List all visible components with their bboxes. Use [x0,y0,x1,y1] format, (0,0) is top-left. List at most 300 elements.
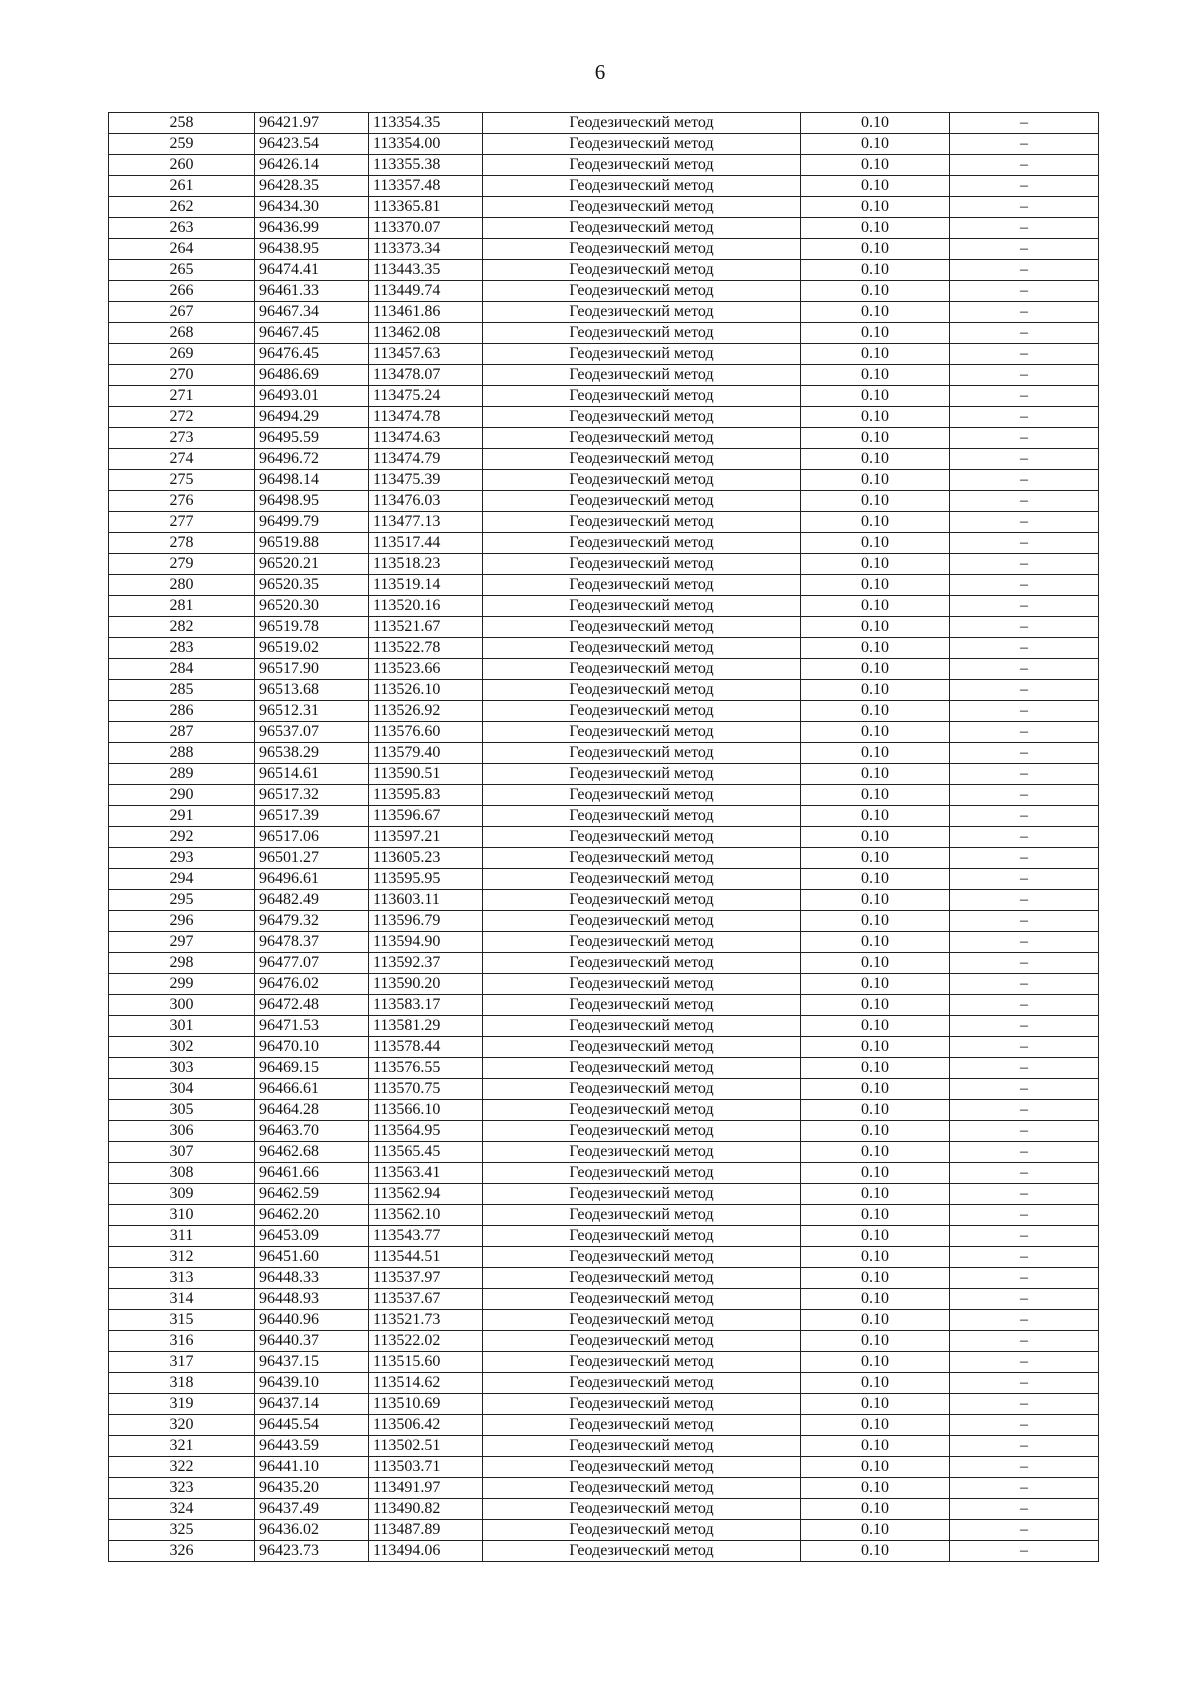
method-cell: Геодезический метод [483,470,801,491]
x-coordinate-cell: 96471.53 [255,1016,369,1037]
method-cell: Геодезический метод [483,512,801,533]
point-number-cell: 294 [109,869,255,890]
accuracy-cell: 0.10 [801,407,950,428]
point-number-cell: 323 [109,1478,255,1499]
y-coordinate-cell: 113581.29 [369,1016,483,1037]
point-number-cell: 310 [109,1205,255,1226]
method-cell: Геодезический метод [483,407,801,428]
point-number-cell: 275 [109,470,255,491]
method-cell: Геодезический метод [483,953,801,974]
note-cell: – [950,995,1099,1016]
accuracy-cell: 0.10 [801,764,950,785]
method-cell: Геодезический метод [483,680,801,701]
point-number-cell: 259 [109,134,255,155]
x-coordinate-cell: 96479.32 [255,911,369,932]
table-row [109,1163,1099,1184]
table-row [109,890,1099,911]
accuracy-cell: 0.10 [801,848,950,869]
y-coordinate-cell: 113576.60 [369,722,483,743]
y-coordinate-cell: 113566.10 [369,1100,483,1121]
accuracy-cell: 0.10 [801,428,950,449]
x-coordinate-cell: 96537.07 [255,722,369,743]
accuracy-cell: 0.10 [801,1478,950,1499]
note-cell: – [950,1247,1099,1268]
y-coordinate-cell: 113355.38 [369,155,483,176]
point-number-cell: 271 [109,386,255,407]
accuracy-cell: 0.10 [801,1268,950,1289]
note-cell: – [950,722,1099,743]
point-number-cell: 305 [109,1100,255,1121]
accuracy-cell: 0.10 [801,659,950,680]
note-cell: – [950,1226,1099,1247]
point-number-cell: 304 [109,1079,255,1100]
table-row [109,134,1099,155]
accuracy-cell: 0.10 [801,470,950,491]
y-coordinate-cell: 113595.83 [369,785,483,806]
note-cell: – [950,1541,1099,1562]
x-coordinate-cell: 96467.45 [255,323,369,344]
table-row [109,428,1099,449]
accuracy-cell: 0.10 [801,953,950,974]
note-cell: – [950,407,1099,428]
x-coordinate-cell: 96519.78 [255,617,369,638]
accuracy-cell: 0.10 [801,911,950,932]
point-number-cell: 290 [109,785,255,806]
point-number-cell: 324 [109,1499,255,1520]
x-coordinate-cell: 96513.68 [255,680,369,701]
accuracy-cell: 0.10 [801,1331,950,1352]
y-coordinate-cell: 113563.41 [369,1163,483,1184]
point-number-cell: 325 [109,1520,255,1541]
y-coordinate-cell: 113595.95 [369,869,483,890]
method-cell: Геодезический метод [483,1247,801,1268]
note-cell: – [950,491,1099,512]
table-row [109,869,1099,890]
point-number-cell: 280 [109,575,255,596]
y-coordinate-cell: 113526.10 [369,680,483,701]
note-cell: – [950,1163,1099,1184]
note-cell: – [950,785,1099,806]
method-cell: Геодезический метод [483,344,801,365]
note-cell: – [950,1205,1099,1226]
y-coordinate-cell: 113457.63 [369,344,483,365]
note-cell: – [950,365,1099,386]
note-cell: – [950,134,1099,155]
note-cell: – [950,281,1099,302]
accuracy-cell: 0.10 [801,806,950,827]
x-coordinate-cell: 96501.27 [255,848,369,869]
accuracy-cell: 0.10 [801,617,950,638]
table-row [109,848,1099,869]
x-coordinate-cell: 96469.15 [255,1058,369,1079]
accuracy-cell: 0.10 [801,239,950,260]
y-coordinate-cell: 113570.75 [369,1079,483,1100]
table-row [109,1373,1099,1394]
y-coordinate-cell: 113370.07 [369,218,483,239]
x-coordinate-cell: 96476.02 [255,974,369,995]
y-coordinate-cell: 113490.82 [369,1499,483,1520]
x-coordinate-cell: 96466.61 [255,1079,369,1100]
table-row [109,1499,1099,1520]
point-number-cell: 266 [109,281,255,302]
y-coordinate-cell: 113596.79 [369,911,483,932]
method-cell: Геодезический метод [483,323,801,344]
method-cell: Геодезический метод [483,1268,801,1289]
point-number-cell: 300 [109,995,255,1016]
point-number-cell: 309 [109,1184,255,1205]
y-coordinate-cell: 113578.44 [369,1037,483,1058]
method-cell: Геодезический метод [483,1142,801,1163]
point-number-cell: 293 [109,848,255,869]
accuracy-cell: 0.10 [801,1541,950,1562]
y-coordinate-cell: 113521.67 [369,617,483,638]
y-coordinate-cell: 113583.17 [369,995,483,1016]
y-coordinate-cell: 113537.67 [369,1289,483,1310]
note-cell: – [950,218,1099,239]
table-row [109,176,1099,197]
x-coordinate-cell: 96476.45 [255,344,369,365]
accuracy-cell: 0.10 [801,827,950,848]
note-cell: – [950,932,1099,953]
x-coordinate-cell: 96496.72 [255,449,369,470]
note-cell: – [950,953,1099,974]
x-coordinate-cell: 96437.15 [255,1352,369,1373]
x-coordinate-cell: 96498.95 [255,491,369,512]
point-number-cell: 288 [109,743,255,764]
accuracy-cell: 0.10 [801,134,950,155]
method-cell: Геодезический метод [483,1478,801,1499]
x-coordinate-cell: 96423.73 [255,1541,369,1562]
method-cell: Геодезический метод [483,449,801,470]
y-coordinate-cell: 113576.55 [369,1058,483,1079]
x-coordinate-cell: 96470.10 [255,1037,369,1058]
table-row [109,722,1099,743]
method-cell: Геодезический метод [483,197,801,218]
method-cell: Геодезический метод [483,890,801,911]
y-coordinate-cell: 113477.13 [369,512,483,533]
note-cell: – [950,1478,1099,1499]
x-coordinate-cell: 96461.33 [255,281,369,302]
note-cell: – [950,1394,1099,1415]
y-coordinate-cell: 113521.73 [369,1310,483,1331]
x-coordinate-cell: 96519.88 [255,533,369,554]
note-cell: – [950,470,1099,491]
note-cell: – [950,449,1099,470]
y-coordinate-cell: 113476.03 [369,491,483,512]
method-cell: Геодезический метод [483,1289,801,1310]
table-row [109,407,1099,428]
table-row [109,449,1099,470]
accuracy-cell: 0.10 [801,1100,950,1121]
table-row [109,323,1099,344]
x-coordinate-cell: 96439.10 [255,1373,369,1394]
note-cell: – [950,1415,1099,1436]
accuracy-cell: 0.10 [801,680,950,701]
accuracy-cell: 0.10 [801,1037,950,1058]
table-row [109,785,1099,806]
x-coordinate-cell: 96499.79 [255,512,369,533]
method-cell: Геодезический метод [483,134,801,155]
method-cell: Геодезический метод [483,869,801,890]
y-coordinate-cell: 113373.34 [369,239,483,260]
accuracy-cell: 0.10 [801,1520,950,1541]
point-number-cell: 263 [109,218,255,239]
y-coordinate-cell: 113519.14 [369,575,483,596]
table-row [109,596,1099,617]
x-coordinate-cell: 96437.49 [255,1499,369,1520]
x-coordinate-cell: 96538.29 [255,743,369,764]
table-row [109,1331,1099,1352]
accuracy-cell: 0.10 [801,743,950,764]
method-cell: Геодезический метод [483,1310,801,1331]
point-number-cell: 283 [109,638,255,659]
accuracy-cell: 0.10 [801,1310,950,1331]
method-cell: Геодезический метод [483,1100,801,1121]
y-coordinate-cell: 113461.86 [369,302,483,323]
y-coordinate-cell: 113544.51 [369,1247,483,1268]
y-coordinate-cell: 113365.81 [369,197,483,218]
method-cell: Геодезический метод [483,764,801,785]
note-cell: – [950,323,1099,344]
method-cell: Геодезический метод [483,575,801,596]
method-cell: Геодезический метод [483,1058,801,1079]
x-coordinate-cell: 96423.54 [255,134,369,155]
point-number-cell: 289 [109,764,255,785]
x-coordinate-cell: 96443.59 [255,1436,369,1457]
point-number-cell: 295 [109,890,255,911]
note-cell: – [950,869,1099,890]
accuracy-cell: 0.10 [801,1436,950,1457]
x-coordinate-cell: 96462.20 [255,1205,369,1226]
x-coordinate-cell: 96421.97 [255,113,369,134]
method-cell: Геодезический метод [483,743,801,764]
point-number-cell: 321 [109,1436,255,1457]
table-row [109,1436,1099,1457]
point-number-cell: 301 [109,1016,255,1037]
accuracy-cell: 0.10 [801,386,950,407]
method-cell: Геодезический метод [483,554,801,575]
point-number-cell: 273 [109,428,255,449]
table-row [109,617,1099,638]
x-coordinate-cell: 96445.54 [255,1415,369,1436]
x-coordinate-cell: 96517.90 [255,659,369,680]
y-coordinate-cell: 113562.94 [369,1184,483,1205]
note-cell: – [950,1373,1099,1394]
method-cell: Геодезический метод [483,848,801,869]
method-cell: Геодезический метод [483,1373,801,1394]
accuracy-cell: 0.10 [801,1016,950,1037]
point-number-cell: 272 [109,407,255,428]
y-coordinate-cell: 113596.67 [369,806,483,827]
method-cell: Геодезический метод [483,1163,801,1184]
accuracy-cell: 0.10 [801,1457,950,1478]
x-coordinate-cell: 96478.37 [255,932,369,953]
x-coordinate-cell: 96451.60 [255,1247,369,1268]
note-cell: – [950,974,1099,995]
note-cell: – [950,911,1099,932]
point-number-cell: 296 [109,911,255,932]
y-coordinate-cell: 113474.79 [369,449,483,470]
point-number-cell: 281 [109,596,255,617]
y-coordinate-cell: 113514.62 [369,1373,483,1394]
accuracy-cell: 0.10 [801,1352,950,1373]
table-row [109,1037,1099,1058]
method-cell: Геодезический метод [483,701,801,722]
accuracy-cell: 0.10 [801,218,950,239]
note-cell: – [950,113,1099,134]
accuracy-cell: 0.10 [801,1058,950,1079]
method-cell: Геодезический метод [483,491,801,512]
x-coordinate-cell: 96520.21 [255,554,369,575]
table-row [109,911,1099,932]
point-number-cell: 313 [109,1268,255,1289]
note-cell: – [950,575,1099,596]
x-coordinate-cell: 96441.10 [255,1457,369,1478]
accuracy-cell: 0.10 [801,785,950,806]
table-row [109,491,1099,512]
accuracy-cell: 0.10 [801,554,950,575]
accuracy-cell: 0.10 [801,344,950,365]
note-cell: – [950,1499,1099,1520]
point-number-cell: 277 [109,512,255,533]
x-coordinate-cell: 96467.34 [255,302,369,323]
table-row [109,701,1099,722]
point-number-cell: 316 [109,1331,255,1352]
x-coordinate-cell: 96482.49 [255,890,369,911]
method-cell: Геодезический метод [483,659,801,680]
point-number-cell: 261 [109,176,255,197]
y-coordinate-cell: 113543.77 [369,1226,483,1247]
x-coordinate-cell: 96461.66 [255,1163,369,1184]
y-coordinate-cell: 113597.21 [369,827,483,848]
note-cell: – [950,260,1099,281]
method-cell: Геодезический метод [483,386,801,407]
method-cell: Геодезический метод [483,1394,801,1415]
method-cell: Геодезический метод [483,995,801,1016]
accuracy-cell: 0.10 [801,701,950,722]
x-coordinate-cell: 96448.93 [255,1289,369,1310]
table-row [109,932,1099,953]
note-cell: – [950,1310,1099,1331]
table-row [109,302,1099,323]
x-coordinate-cell: 96520.30 [255,596,369,617]
accuracy-cell: 0.10 [801,302,950,323]
x-coordinate-cell: 96440.37 [255,1331,369,1352]
x-coordinate-cell: 96463.70 [255,1121,369,1142]
page-number: 6 [594,60,606,84]
y-coordinate-cell: 113526.92 [369,701,483,722]
y-coordinate-cell: 113537.97 [369,1268,483,1289]
accuracy-cell: 0.10 [801,1373,950,1394]
table-row [109,575,1099,596]
y-coordinate-cell: 113474.78 [369,407,483,428]
method-cell: Геодезический метод [483,1541,801,1562]
accuracy-cell: 0.10 [801,932,950,953]
x-coordinate-cell: 96436.99 [255,218,369,239]
note-cell: – [950,827,1099,848]
table-row [109,1142,1099,1163]
note-cell: – [950,1352,1099,1373]
method-cell: Геодезический метод [483,827,801,848]
y-coordinate-cell: 113590.20 [369,974,483,995]
note-cell: – [950,1121,1099,1142]
accuracy-cell: 0.10 [801,533,950,554]
coordinates-table-body [109,113,1099,1562]
table-row [109,512,1099,533]
note-cell: – [950,1037,1099,1058]
method-cell: Геодезический метод [483,1226,801,1247]
table-row [109,764,1099,785]
accuracy-cell: 0.10 [801,1247,950,1268]
point-number-cell: 265 [109,260,255,281]
method-cell: Геодезический метод [483,806,801,827]
y-coordinate-cell: 113562.10 [369,1205,483,1226]
note-cell: – [950,596,1099,617]
table-row [109,827,1099,848]
y-coordinate-cell: 113491.97 [369,1478,483,1499]
table-row [109,1415,1099,1436]
point-number-cell: 286 [109,701,255,722]
note-cell: – [950,428,1099,449]
method-cell: Геодезический метод [483,218,801,239]
method-cell: Геодезический метод [483,281,801,302]
x-coordinate-cell: 96426.14 [255,155,369,176]
x-coordinate-cell: 96472.48 [255,995,369,1016]
method-cell: Геодезический метод [483,155,801,176]
point-number-cell: 276 [109,491,255,512]
point-number-cell: 284 [109,659,255,680]
note-cell: – [950,533,1099,554]
y-coordinate-cell: 113579.40 [369,743,483,764]
point-number-cell: 319 [109,1394,255,1415]
y-coordinate-cell: 113357.48 [369,176,483,197]
accuracy-cell: 0.10 [801,722,950,743]
method-cell: Геодезический метод [483,1457,801,1478]
table-row [109,470,1099,491]
point-number-cell: 260 [109,155,255,176]
x-coordinate-cell: 96474.41 [255,260,369,281]
note-cell: – [950,512,1099,533]
note-cell: – [950,1100,1099,1121]
point-number-cell: 270 [109,365,255,386]
y-coordinate-cell: 113510.69 [369,1394,483,1415]
note-cell: – [950,1184,1099,1205]
note-cell: – [950,680,1099,701]
y-coordinate-cell: 113474.63 [369,428,483,449]
y-coordinate-cell: 113478.07 [369,365,483,386]
y-coordinate-cell: 113475.39 [369,470,483,491]
x-coordinate-cell: 96512.31 [255,701,369,722]
x-coordinate-cell: 96428.35 [255,176,369,197]
point-number-cell: 291 [109,806,255,827]
point-number-cell: 306 [109,1121,255,1142]
x-coordinate-cell: 96520.35 [255,575,369,596]
method-cell: Геодезический метод [483,722,801,743]
table-row [109,1310,1099,1331]
point-number-cell: 298 [109,953,255,974]
y-coordinate-cell: 113449.74 [369,281,483,302]
point-number-cell: 312 [109,1247,255,1268]
method-cell: Геодезический метод [483,785,801,806]
note-cell: – [950,155,1099,176]
y-coordinate-cell: 113515.60 [369,1352,483,1373]
x-coordinate-cell: 96462.59 [255,1184,369,1205]
accuracy-cell: 0.10 [801,1226,950,1247]
y-coordinate-cell: 113590.51 [369,764,483,785]
method-cell: Геодезический метод [483,974,801,995]
accuracy-cell: 0.10 [801,974,950,995]
point-number-cell: 262 [109,197,255,218]
